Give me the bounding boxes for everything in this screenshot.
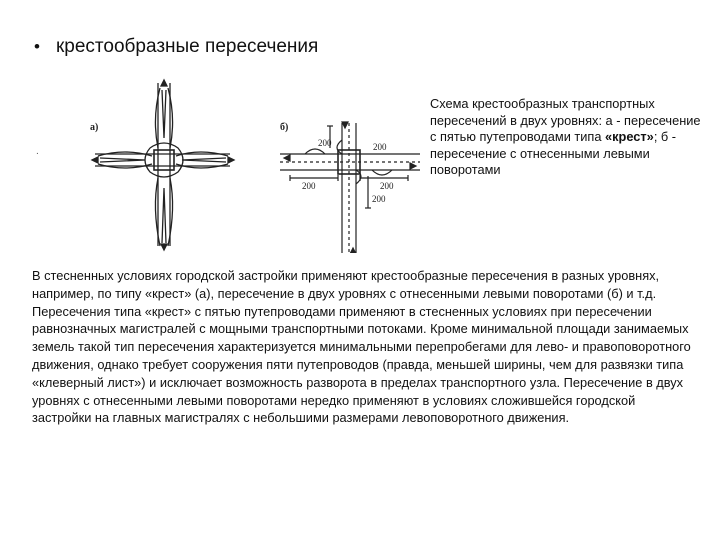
dim-left-top: 200 <box>318 138 332 148</box>
caption-text-2: ; б - пересечение с отнесенными левыми поворотами <box>430 129 677 177</box>
diagram-b-left-turns <box>280 122 420 253</box>
label-a: а) <box>90 122 99 133</box>
dim-bottom: 200 <box>372 194 386 204</box>
dim-left: 200 <box>302 181 316 191</box>
dim-right: 200 <box>380 181 394 191</box>
diagram-a-cross <box>90 80 234 250</box>
label-b: б) <box>280 122 289 133</box>
slide-title-text: крестообразные пересечения <box>55 36 319 57</box>
bullet-marker: • <box>34 37 40 56</box>
intersection-diagrams-svg <box>90 78 420 253</box>
intersection-diagrams <box>90 78 420 253</box>
caption-text-1: Схема крестообразных транспортных пересечений в двух уровнях: а - пересечение с пятью путепроводами типа <box>430 96 701 144</box>
body-paragraph: В стесненных условиях городской застройки применяют крестообразные пересечения в разных уровнях, например, по типу «крест» (а), пересечение в двух уровнях с отнесенными левыми поворотами (б) и т.д. Пересечения типа «крест» с пятью путепроводами применяют в стесненных условиях при пересечении равнозначных магистралей с мощными транспортными потоками. Кроме минимальной площади занимаемых земель такой тип пересечения характеризуется минимальными перепробегами для лево- и правоповоротного движения, однако требует сооружения пяти путепроводов (правда, меньшей ширины, чем для развязки типа «клеверный лист») и исключает возможность разворота в пределах транспортного узла. Пересечение в двух уровнях с отнесенными левыми поворотами нередко применяют в условиях сложившейся городской застройки на главных магистралях с небольшими размерами левоповоротного движения. <box>32 268 691 426</box>
figure-caption <box>430 96 710 179</box>
stray-mark: . <box>36 146 39 157</box>
dim-right-top: 200 <box>373 142 387 152</box>
caption-bold: «крест» <box>605 129 654 144</box>
slide-title <box>34 36 318 58</box>
